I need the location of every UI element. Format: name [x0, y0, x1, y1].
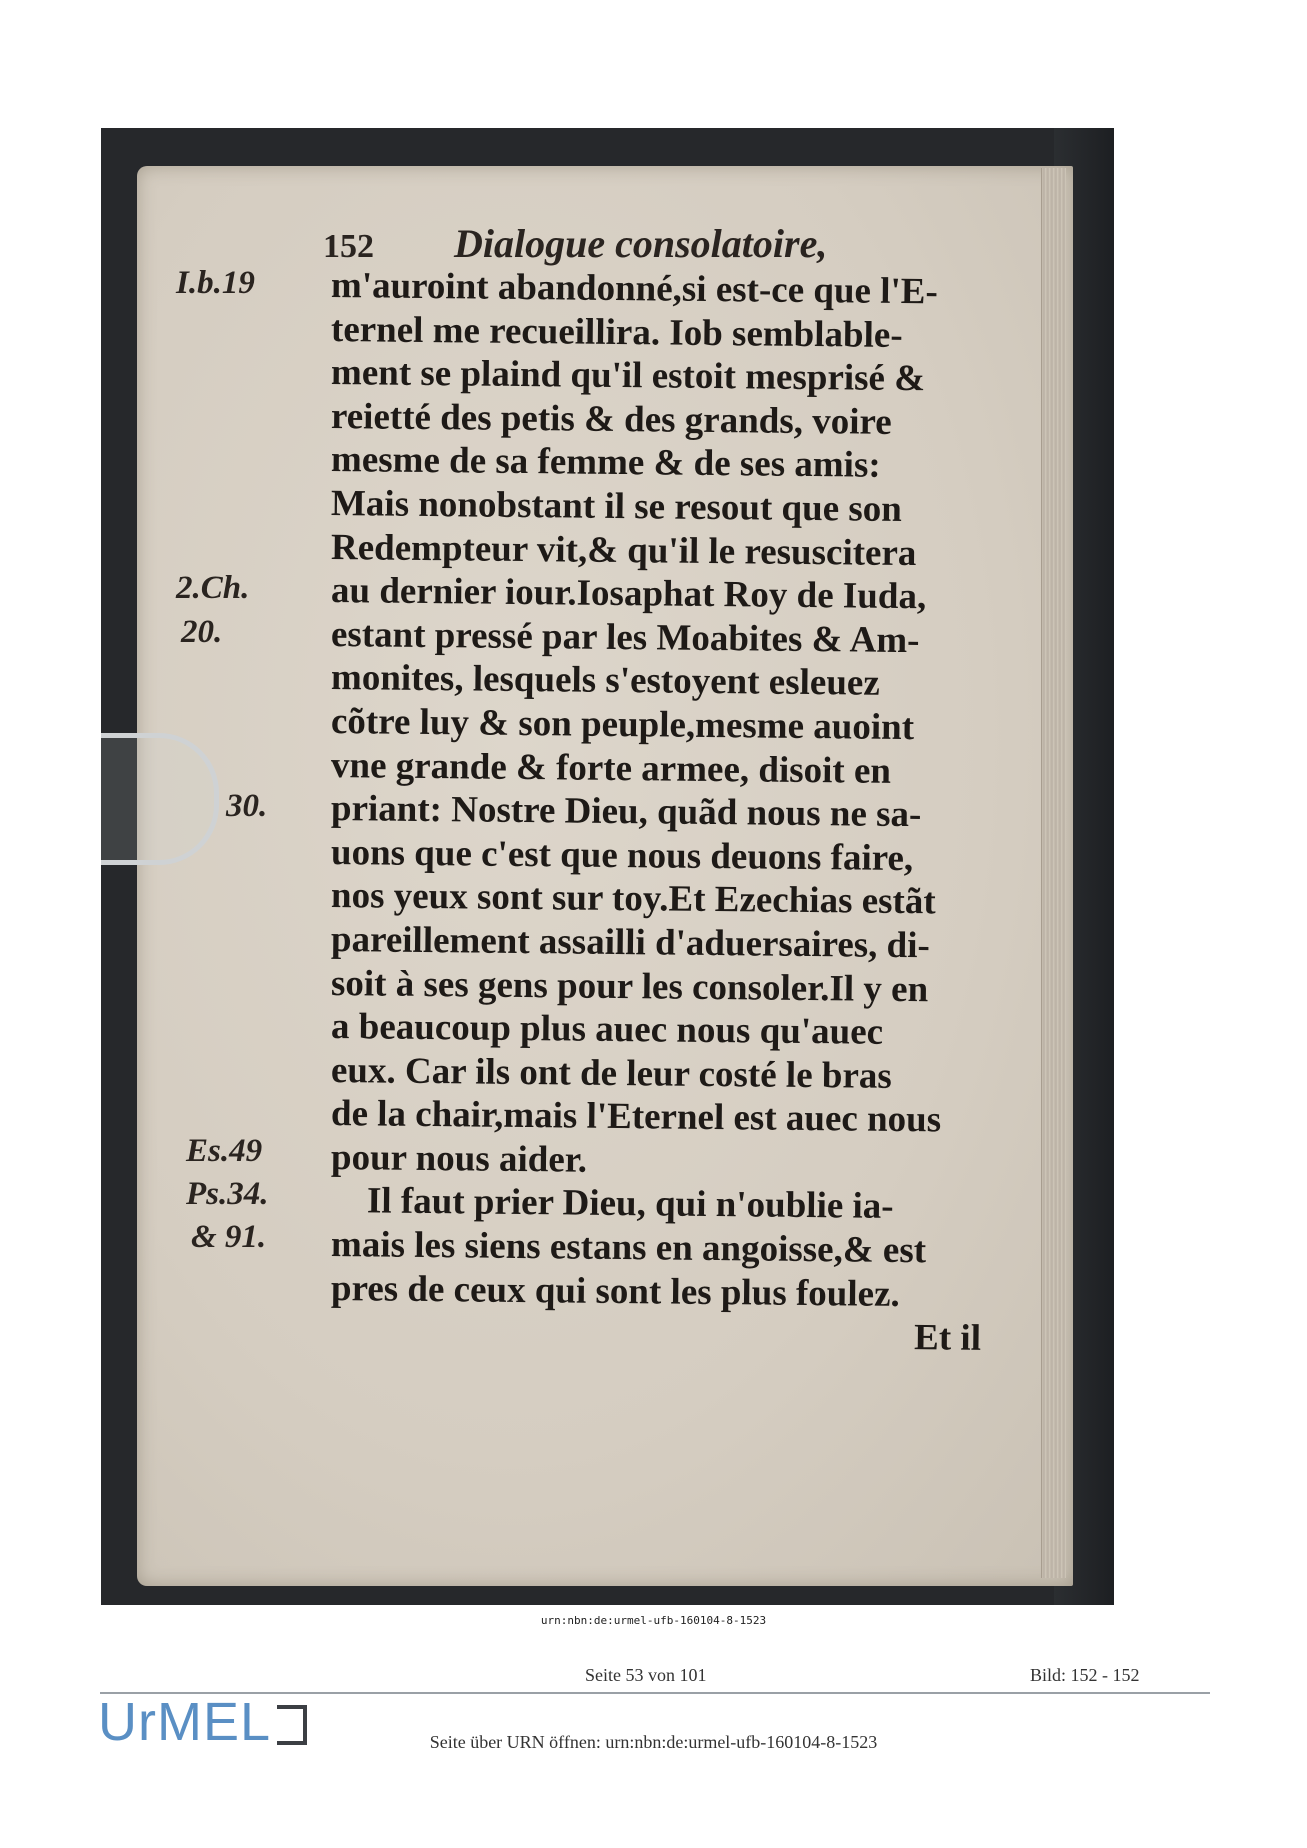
text-line: nos yeux sont sur toy.Et Ezechias estãt [330, 875, 936, 923]
text-line: m'auroint abandonné,si est-ce que l'E- [330, 265, 938, 313]
urn-link[interactable]: Seite über URN öffnen: urn:nbn:de:urmel-ufb-160104-8-1523 [429, 1732, 878, 1752]
text-line: vne grande & forte armee, disoit en [330, 744, 892, 792]
page-number: 152 [323, 228, 374, 265]
text-line: ment se plaind qu'il estoit mesprisé & [330, 352, 926, 400]
text-line: Redempteur vit,& qu'il le resuscitera [330, 526, 917, 574]
running-head [323, 220, 943, 267]
page-edges [1041, 168, 1066, 1578]
text-line: eux. Car ils ont de leur costé le bras [330, 1049, 892, 1097]
marginal-note: & 91. [191, 1219, 267, 1255]
page-info: Seite 53 von 101 [585, 1665, 707, 1685]
marginal-note: I.b.19 [176, 265, 255, 301]
catchword: Et il [913, 1317, 982, 1360]
marginal-note: 2.Ch. [176, 570, 250, 606]
text-line: reietté des petis & des grands, voire [330, 395, 892, 443]
marginal-note: 20. [181, 614, 223, 650]
text-line: pres de ceux qui sont les plus foulez. [330, 1267, 900, 1315]
logo-text: UrMEL [98, 1692, 272, 1752]
clasp-ring [101, 733, 219, 865]
scanned-page-image [101, 128, 1114, 1605]
text-line: pareillement assailli d'aduersaires, di- [330, 918, 931, 967]
text-line: estant pressé par les Moabites & Am- [330, 613, 920, 661]
marginal-note: Es.49 [186, 1133, 263, 1169]
marginal-note: Ps.34. [186, 1176, 269, 1212]
marginal-note: 30. [226, 788, 268, 824]
text-line: mais les siens estans en angoisse,& est [330, 1224, 927, 1272]
text-line: Mais nonobstant il se resout que son [330, 482, 903, 530]
text-block [330, 264, 982, 1360]
bild-info: Bild: 152 - 152 [1030, 1665, 1140, 1685]
text-line: ternel me recueillira. Iob semblable- [330, 308, 903, 356]
text-line: priant: Nostre Dieu, quãd nous ne sa- [330, 788, 922, 836]
text-line: de la chair,mais l'Eternel est auec nous [330, 1093, 942, 1141]
text-line: Il faut prier Dieu, qui n'oublie ia- [366, 1180, 894, 1228]
text-line: a beaucoup plus auec nous qu'auec [330, 1006, 884, 1053]
text-line: uons que c'est que nous deuons faire, [330, 831, 914, 879]
image-urn: urn:nbn:de:urmel-ufb-160104-8-1523 [540, 1614, 767, 1627]
text-line: mesme de sa femme & de ses amis: [330, 439, 881, 487]
text-line: monites, lesquels s'estoyent esleuez [330, 657, 880, 705]
text-line: cõtre luy & son peuple,mesme auoint [330, 700, 915, 749]
text-line: soit à ses gens pour les consoler.Il y en [330, 962, 929, 1010]
text-line: pour nous aider. [330, 1136, 588, 1181]
text-line: au dernier iour.Iosaphat Roy de Iuda, [330, 570, 927, 618]
running-title: Dialogue consolatoire, [454, 221, 828, 266]
